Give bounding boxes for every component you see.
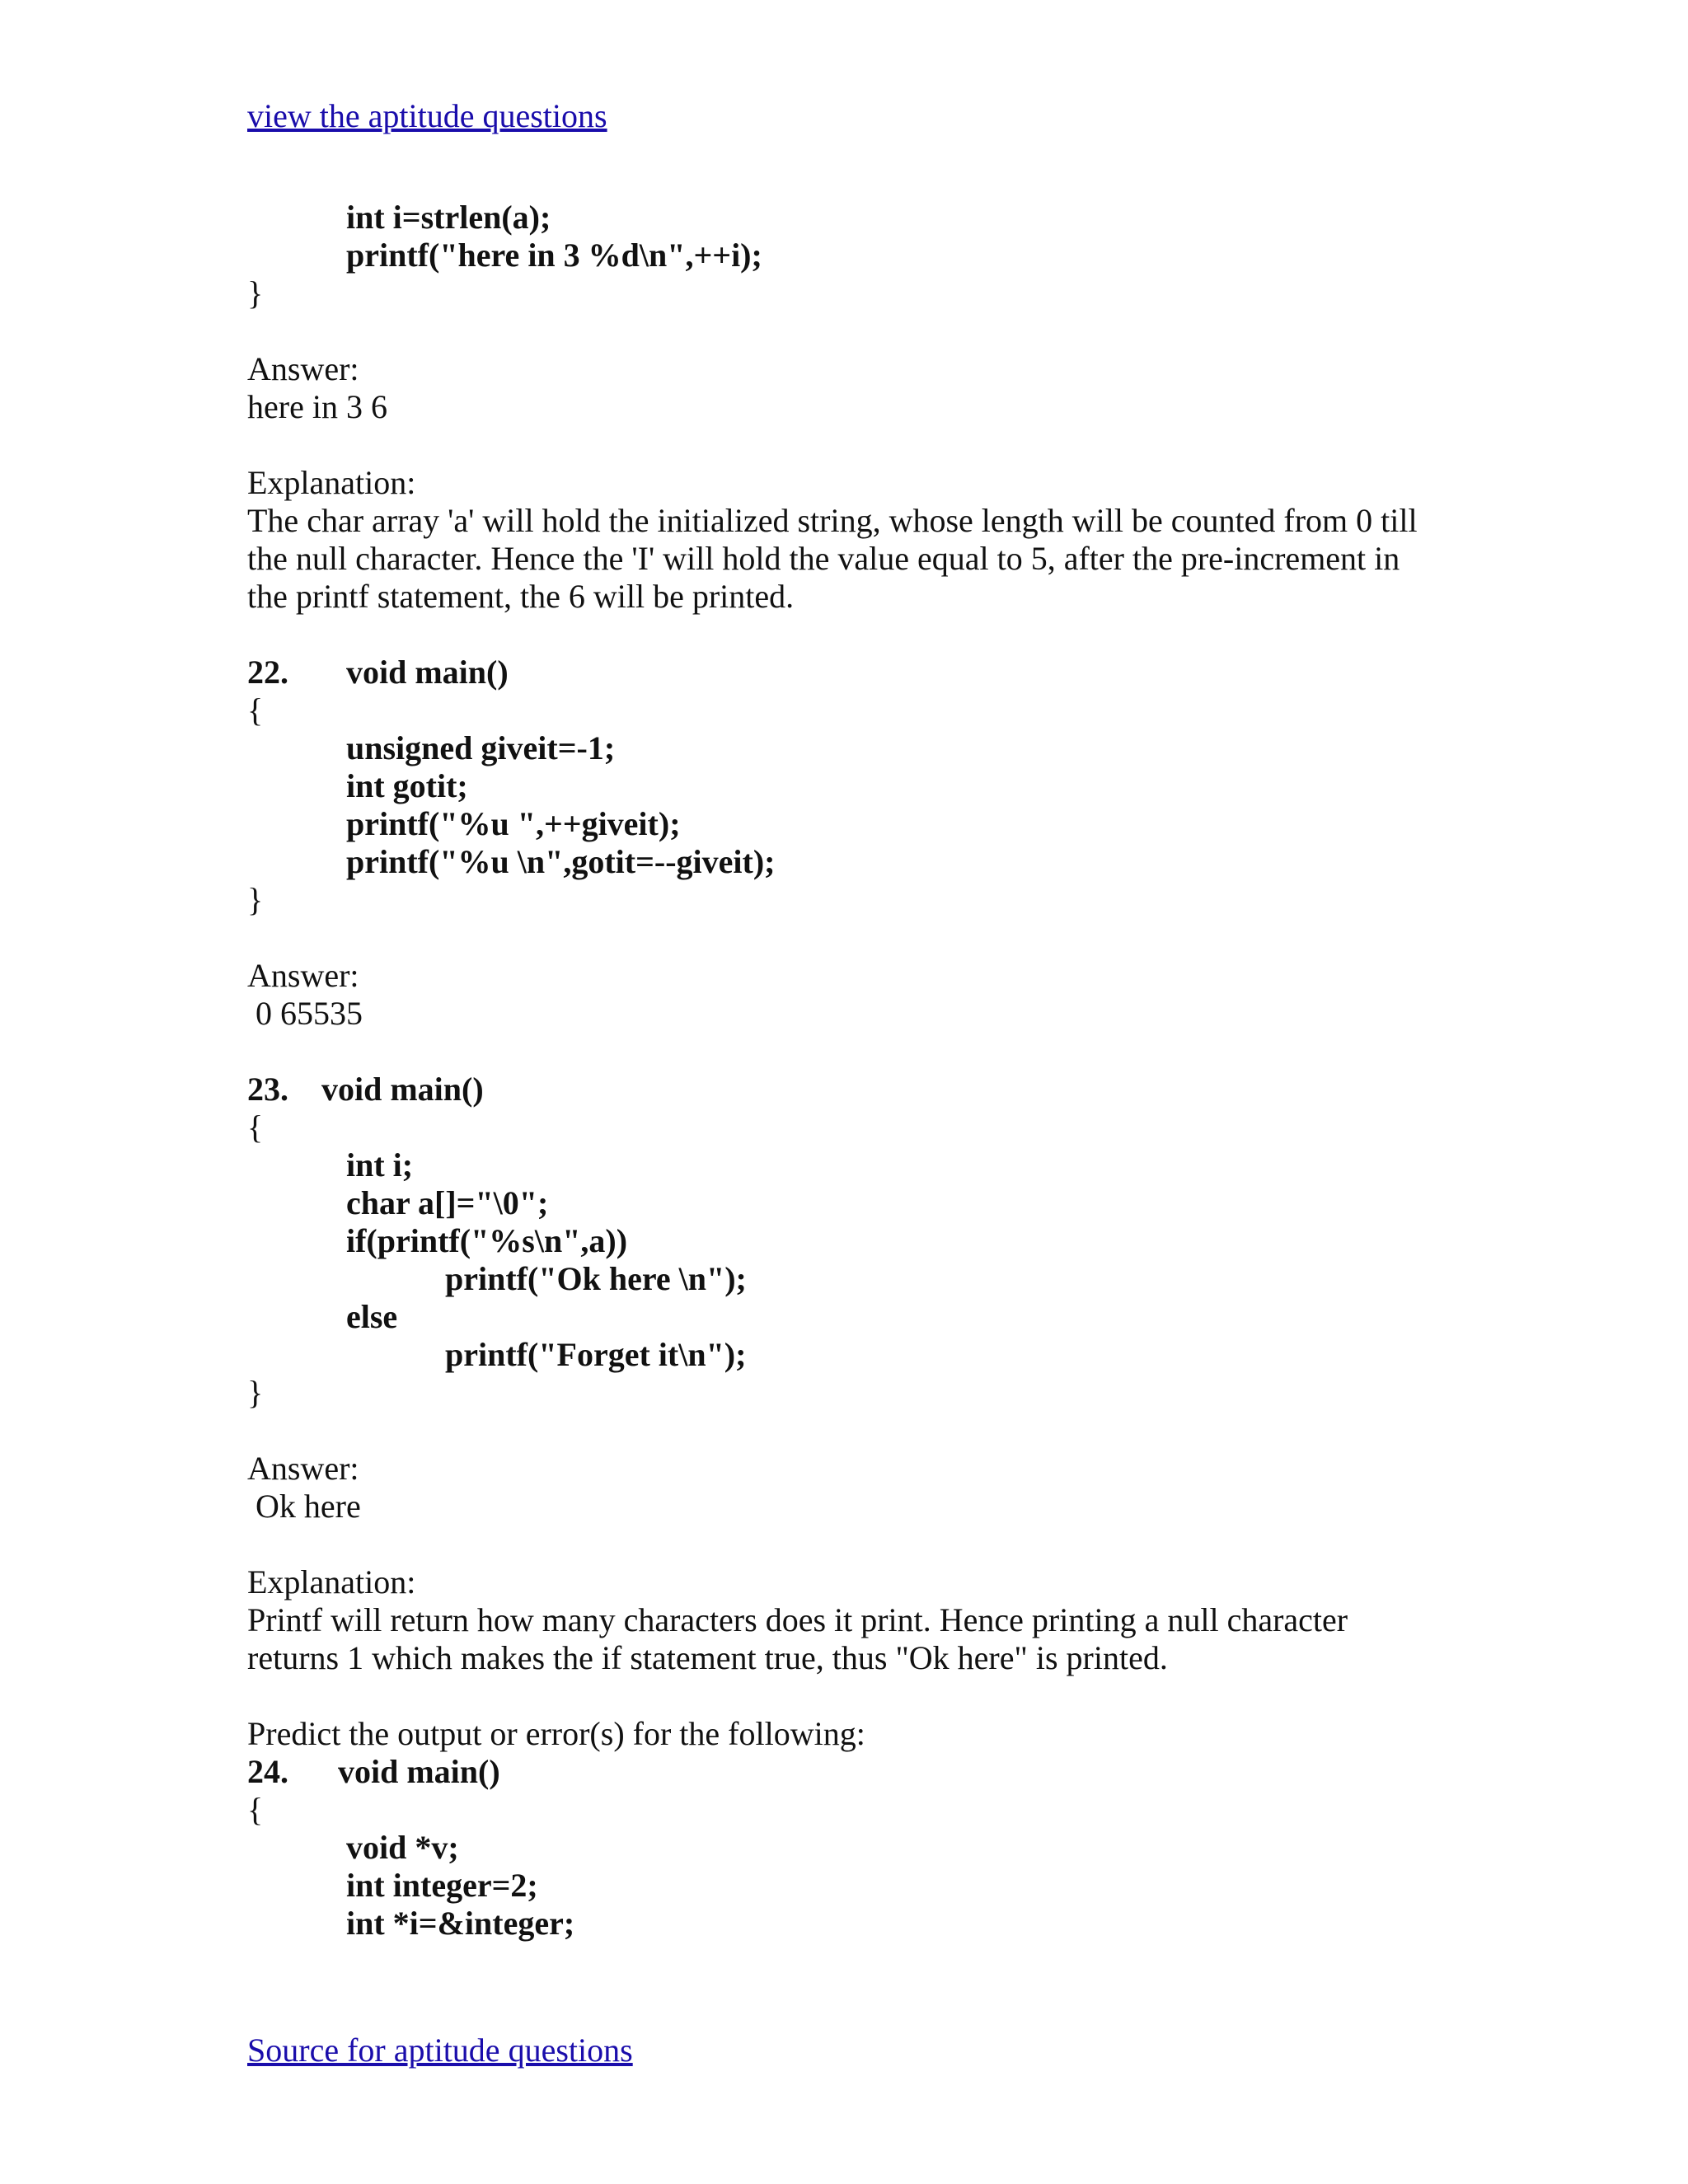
code-line: unsigned giveit=-1; [346,729,616,766]
answer-label: Answer: [247,350,359,387]
code-line: void *v; [346,1829,459,1866]
question-header: void main() [338,1753,500,1790]
question-number: 23. [247,1071,288,1108]
code-line: int i=strlen(a); [346,199,551,236]
source-aptitude-questions-link[interactable]: Source for aptitude questions [247,2032,633,2069]
answer-text: 0 65535 [247,995,363,1032]
explanation-line: The char array 'a' will hold the initialized string, whose length will be counted from 0 till [247,502,1418,539]
question-header: void main() [346,654,509,691]
question-header: void main() [321,1071,484,1108]
question-intro: Predict the output or error(s) for the following: [247,1715,865,1752]
explanation-line: Printf will return how many characters does it print. Hence printing a null character [247,1601,1348,1638]
view-aptitude-questions-link[interactable]: view the aptitude questions [247,97,607,134]
close-brace: } [247,274,264,312]
answer-label: Answer: [247,957,359,994]
answer-text: Ok here [247,1488,361,1525]
explanation-label: Explanation: [247,1563,416,1601]
code-line: if(printf("%s\n",a)) [346,1222,628,1259]
code-line: int i; [346,1146,414,1183]
code-line: char a[]="\0"; [346,1184,549,1221]
answer-label: Answer: [247,1450,359,1487]
close-brace: } [247,881,264,918]
code-line: printf("here in 3 %d\n",++i); [346,237,762,274]
question-number: 22. [247,654,288,691]
code-line-else: else [346,1298,398,1335]
explanation-line: the null character. Hence the 'I' will hold the value equal to 5, after the pre-increment in [247,540,1400,577]
explanation-label: Explanation: [247,464,416,501]
question-number: 24. [247,1753,288,1790]
code-line-else-body: printf("Forget it\n"); [445,1336,747,1373]
code-line: printf("%u ",++giveit); [346,805,681,842]
code-line: printf("%u \n",gotit=--giveit); [346,843,776,880]
code-line: int gotit; [346,767,468,804]
code-line: int integer=2; [346,1867,538,1904]
close-brace: } [247,1374,264,1411]
open-brace: { [247,1108,264,1146]
code-line-if-body: printf("Ok here \n"); [445,1260,747,1297]
explanation-line: the printf statement, the 6 will be printed. [247,578,795,615]
open-brace: { [247,1791,264,1828]
code-line: int *i=&integer; [346,1905,575,1942]
open-brace: { [247,691,264,729]
explanation-line: returns 1 which makes the if statement true, thus "Ok here" is printed. [247,1639,1168,1676]
answer-text: here in 3 6 [247,388,387,425]
